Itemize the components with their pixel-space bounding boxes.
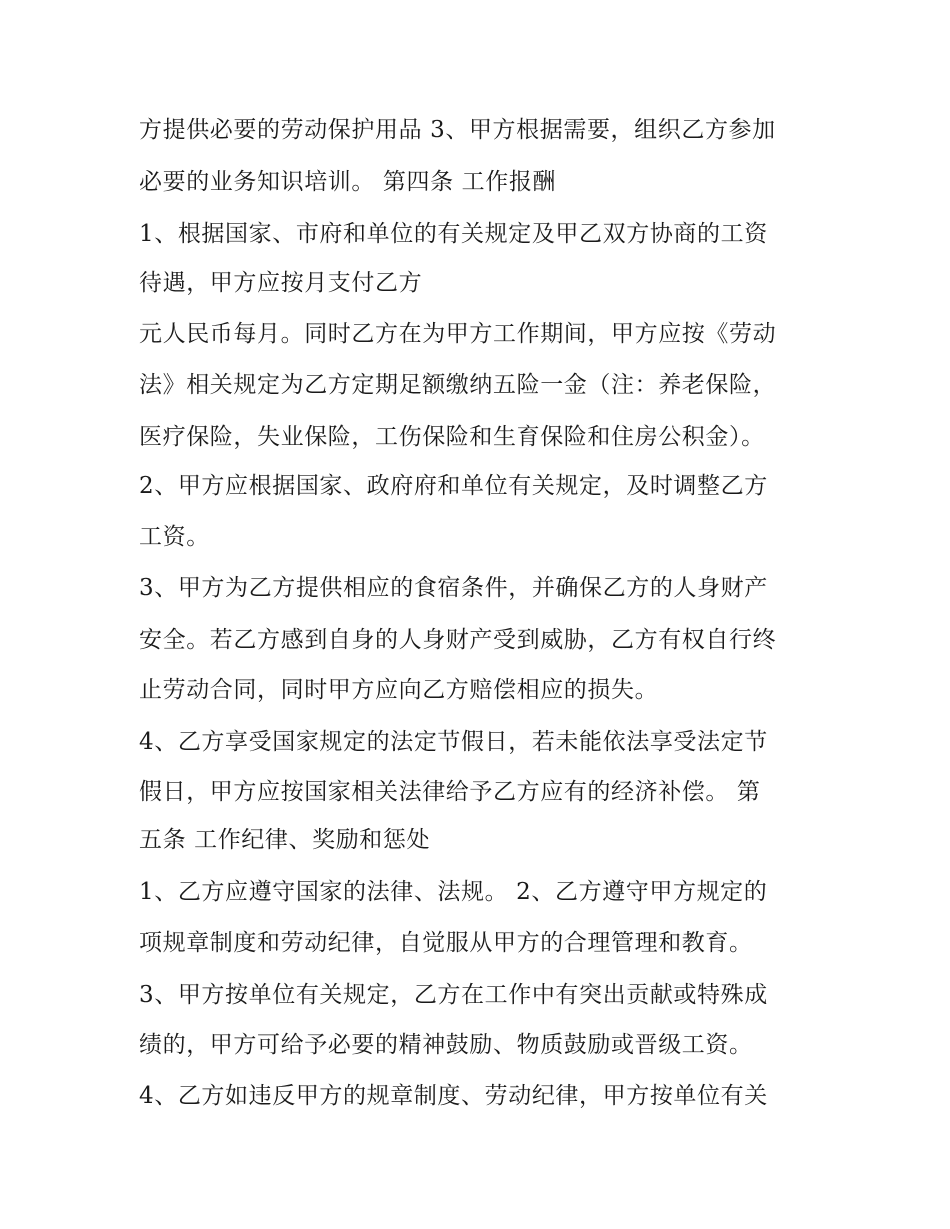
text-line: 假日，甲方应按国家相关法律给予乙方应有的经济补偿。 第 bbox=[139, 779, 761, 805]
text-line: 绩的，甲方可给予必要的精神鼓励、物质鼓励或晋级工资。 bbox=[139, 1032, 753, 1058]
text-line: 4、乙方享受国家规定的法定节假日，若未能依法享受法定节 bbox=[139, 729, 768, 755]
text-line: 工资。 bbox=[139, 524, 210, 550]
text-line: 1、根据国家、市府和单位的有关规定及甲乙双方协商的工资 bbox=[139, 221, 768, 247]
text-line: 1、乙方应遵守国家的法律、法规。 2、乙方遵守甲方规定的 bbox=[139, 879, 768, 905]
text-line: 元人民币每月。同时乙方在为甲方工作期间，甲方应按《劳动 bbox=[139, 321, 777, 347]
text-line: 医疗保险，失业保险，工伤保险和生育保险和住房公积金）。 bbox=[139, 424, 765, 450]
text-line: 法》相关规定为乙方定期足额缴纳五险一金（注：养老保险， bbox=[139, 372, 777, 398]
text-line: 4、乙方如违反甲方的规章制度、劳动纪律，甲方按单位有关 bbox=[139, 1083, 768, 1109]
text-line: 3、甲方为乙方提供相应的食宿条件，并确保乙方的人身财产 bbox=[139, 575, 768, 601]
text-line: 止劳动合同，同时甲方应向乙方赔偿相应的损失。 bbox=[139, 677, 659, 703]
text-line: 2、甲方应根据国家、政府府和单位有关规定，及时调整乙方 bbox=[139, 473, 768, 499]
text-line: 五条 工作纪律、奖励和惩处 bbox=[139, 827, 431, 853]
text-line: 3、甲方按单位有关规定，乙方在工作中有突出贡献或特殊成 bbox=[139, 982, 768, 1008]
text-line: 方提供必要的劳动保护用品 3、甲方根据需要，组织乙方参加 bbox=[139, 117, 776, 143]
text-line: 项规章制度和劳动纪律，自觉服从甲方的合理管理和教育。 bbox=[139, 930, 753, 956]
text-line: 安全。若乙方感到自身的人身财产受到威胁，乙方有权自行终 bbox=[139, 627, 777, 653]
text-line: 必要的业务知识培训。 第四条 工作报酬 bbox=[139, 169, 557, 195]
text-line: 待遇，甲方应按月支付乙方 bbox=[139, 270, 423, 296]
